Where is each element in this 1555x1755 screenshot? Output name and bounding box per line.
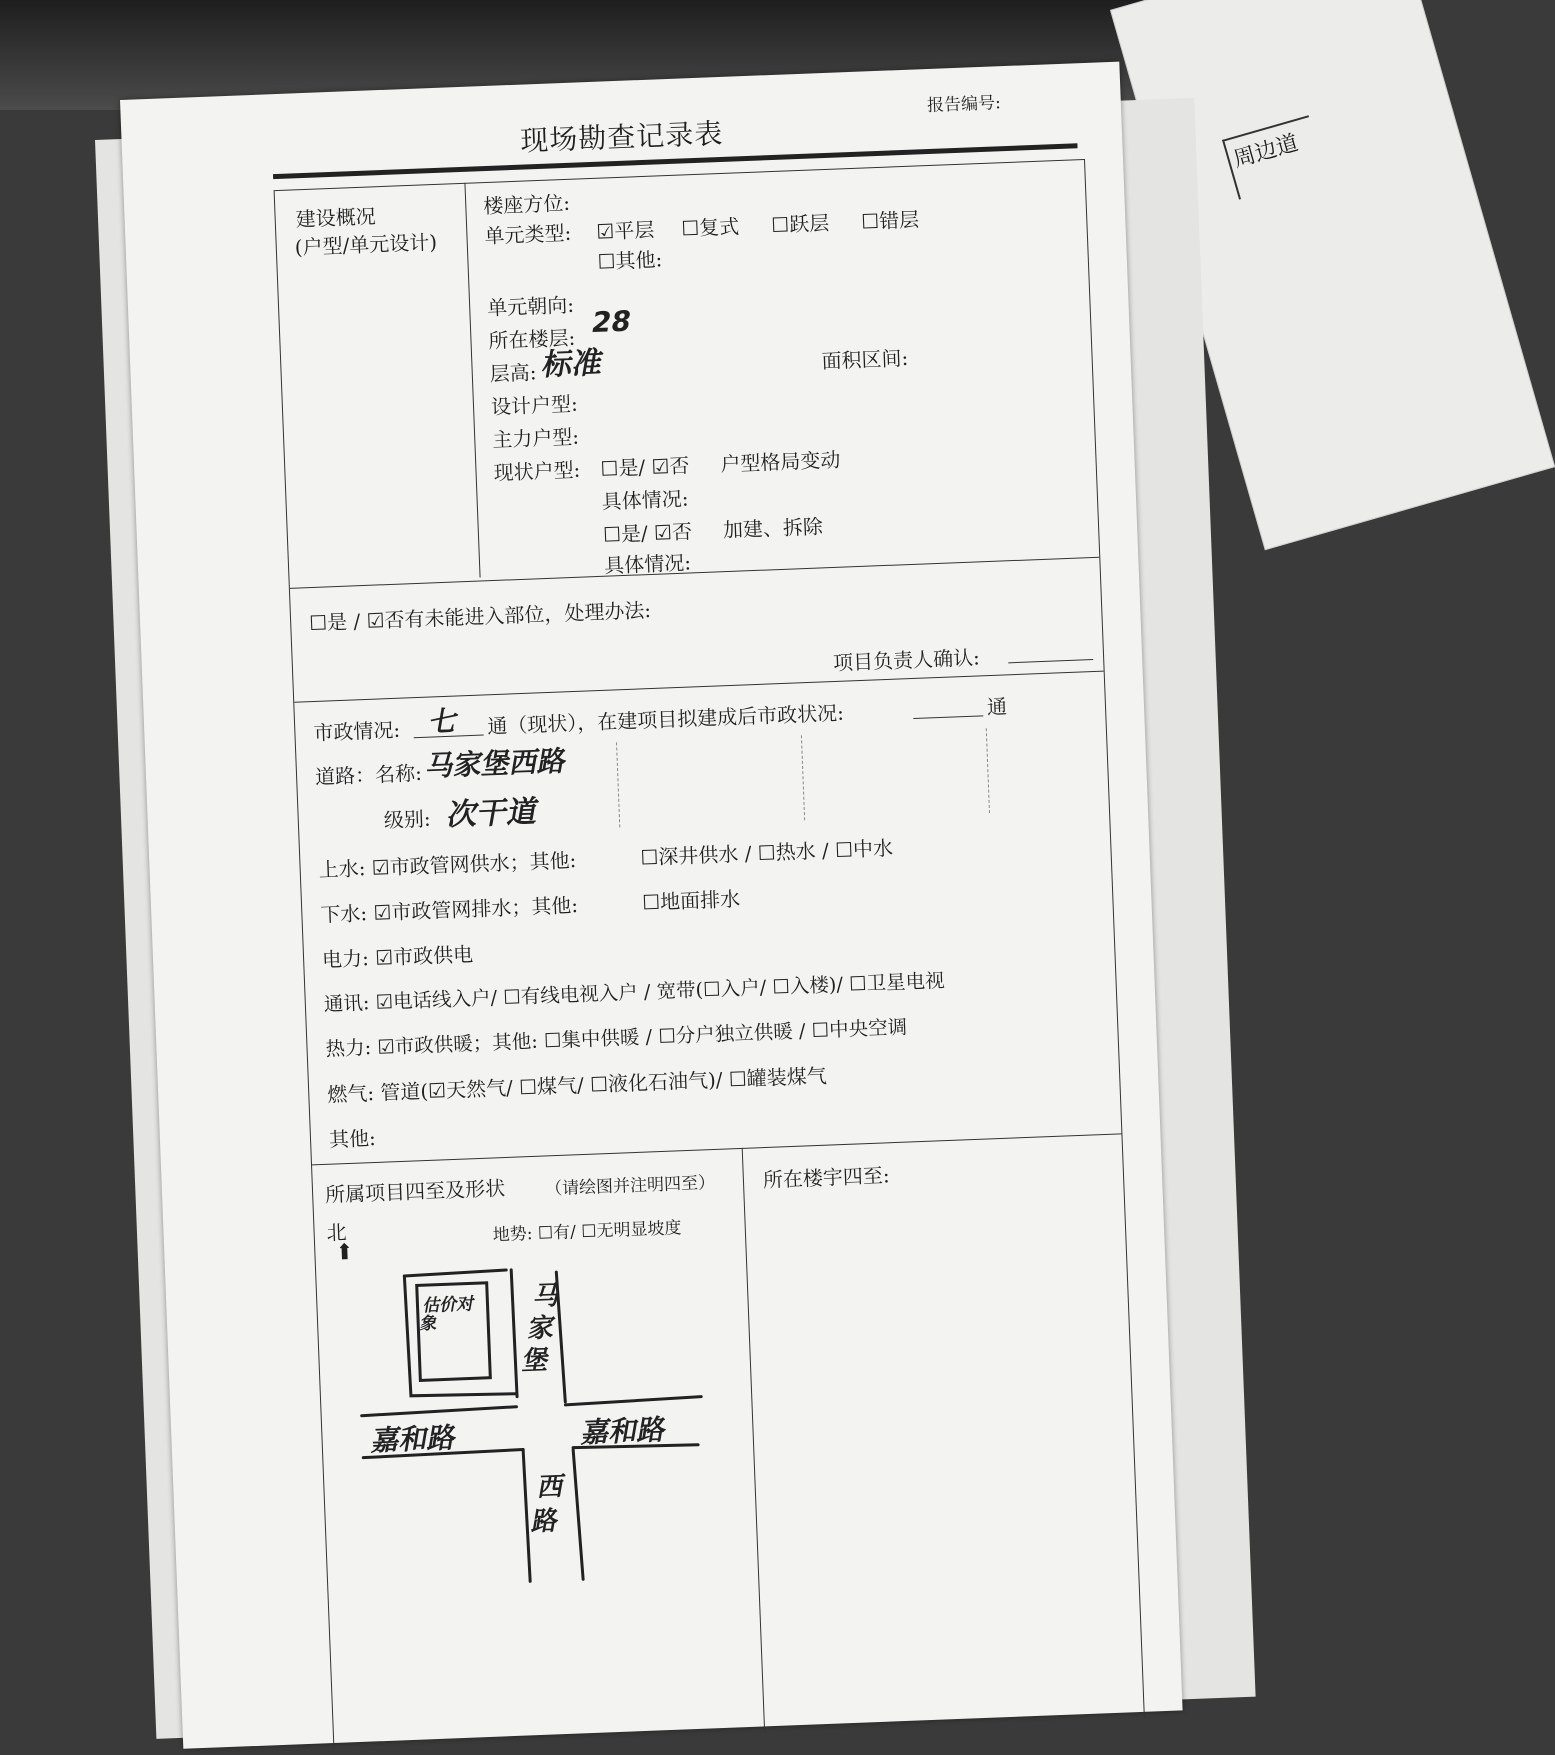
north-arrow-icon: ⬆ xyxy=(334,1239,355,1266)
sketch-road-south: 西路 xyxy=(529,1471,567,1538)
municipal-tong-value: 七 xyxy=(426,704,461,739)
sketch-road-west: 嘉和路 xyxy=(369,1420,460,1458)
site-sketch xyxy=(275,159,1144,1749)
construction-heading: 建设概况 xyxy=(295,204,377,232)
current-type-label: 现状户型: xyxy=(493,457,581,485)
height-label: 层高: xyxy=(489,360,537,386)
unit-opt-loft[interactable]: ☐跃层 xyxy=(770,210,830,238)
building-position-label: 楼座方位: xyxy=(482,190,571,219)
other-utilities: 其他: xyxy=(328,1125,377,1152)
construction-subheading: (户型/单元设计) xyxy=(294,229,438,260)
unit-opt-duplex[interactable]: ☐复式 xyxy=(680,214,740,241)
sketch-road-east: 嘉和路 xyxy=(579,1412,670,1450)
form-table xyxy=(274,159,1145,1749)
terrain[interactable]: 地势: ☐有/ ☐无明显坡度 xyxy=(492,1218,682,1246)
addition-yes-no[interactable]: ☐是/ ☑否 xyxy=(602,519,693,547)
municipal-tong-text: 通（现状），在建项目拟建成后市政状况: xyxy=(486,700,845,739)
inaccessible-areas[interactable]: ☐是 / ☑否有未能进入部位，处理办法: xyxy=(308,597,652,636)
boundary-heading: 所属项目四至及形状 xyxy=(324,1176,506,1207)
report-number-label: 报告编号: xyxy=(926,93,1002,117)
water-supply[interactable]: 上水: ☑市政管网供水；其他: xyxy=(318,848,577,882)
addition-label: 加建、拆除 xyxy=(722,514,824,543)
sketch-subject-label: 估价对象 xyxy=(418,1294,477,1335)
gas[interactable]: 燃气: 管道(☑天然气/ ☐煤气/ ☐液化石油气)/ ☐罐装煤气 xyxy=(326,1063,828,1107)
unit-opt-flat[interactable]: ☑平层 xyxy=(595,217,655,244)
boundary-heading-note: （请绘图并注明四至） xyxy=(544,1172,716,1200)
manager-confirm-label: 项目负责人确认: xyxy=(832,645,981,676)
unit-opt-split[interactable]: ☐错层 xyxy=(860,207,920,234)
road-level-value: 次干道 xyxy=(444,794,541,834)
area-range-label: 面积区间: xyxy=(821,345,909,374)
layout-detail-label: 具体情况: xyxy=(601,486,689,514)
drainage[interactable]: 下水: ☑市政管网排水；其他: xyxy=(319,893,579,927)
heating[interactable]: 热力: ☑市政供暖；其他: ☐集中供暖 / ☐分户独立供暖 / ☐中央空调 xyxy=(325,1015,908,1061)
road-name-value: 马家堡西路 xyxy=(423,744,570,783)
unit-opt-other[interactable]: ☐其他: xyxy=(597,247,663,274)
design-type-label: 设计户型: xyxy=(490,391,579,419)
unit-type-label: 单元类型: xyxy=(484,220,572,249)
water-supply-other[interactable]: ☐深井供水 / ☐热水 / ☐中水 xyxy=(640,835,894,870)
drainage-other[interactable]: ☐地面排水 xyxy=(641,886,741,915)
orientation-label: 单元朝向: xyxy=(486,292,575,321)
main-type-label: 主力户型: xyxy=(491,424,580,452)
page-title: 现场勘查记录表 xyxy=(519,116,724,158)
north-label: 北 xyxy=(326,1220,348,1245)
adjacent-sheet-label: 周边道 xyxy=(1222,115,1326,199)
height-value: 标准 xyxy=(539,345,606,384)
power[interactable]: 电力: ☑市政供电 xyxy=(321,942,474,972)
survey-record-sheet xyxy=(120,62,1183,1749)
floor-value: 28 xyxy=(589,304,634,340)
building-boundary-heading: 所在楼宇四至: xyxy=(762,1163,891,1193)
communication[interactable]: 通讯: ☑电话线入户/ ☐有线电视入户 / 宽带(☐入户/ ☐入楼)/ ☐卫星电视 xyxy=(323,969,946,1016)
layout-change-yes-no[interactable]: ☐是/ ☑否 xyxy=(600,453,690,481)
sketch-road-north: 马家堡 xyxy=(520,1280,563,1377)
road-level-label: 级别: xyxy=(383,806,432,833)
road-name-label: 道路：名称: xyxy=(314,760,423,789)
floor-label: 所在楼层: xyxy=(488,325,576,354)
municipal-label: 市政情况: xyxy=(312,717,401,746)
layout-change-label: 户型格局变动 xyxy=(719,447,841,477)
municipal-tong-end: 通 xyxy=(986,694,1008,720)
addition-detail-label: 具体情况: xyxy=(603,550,692,578)
